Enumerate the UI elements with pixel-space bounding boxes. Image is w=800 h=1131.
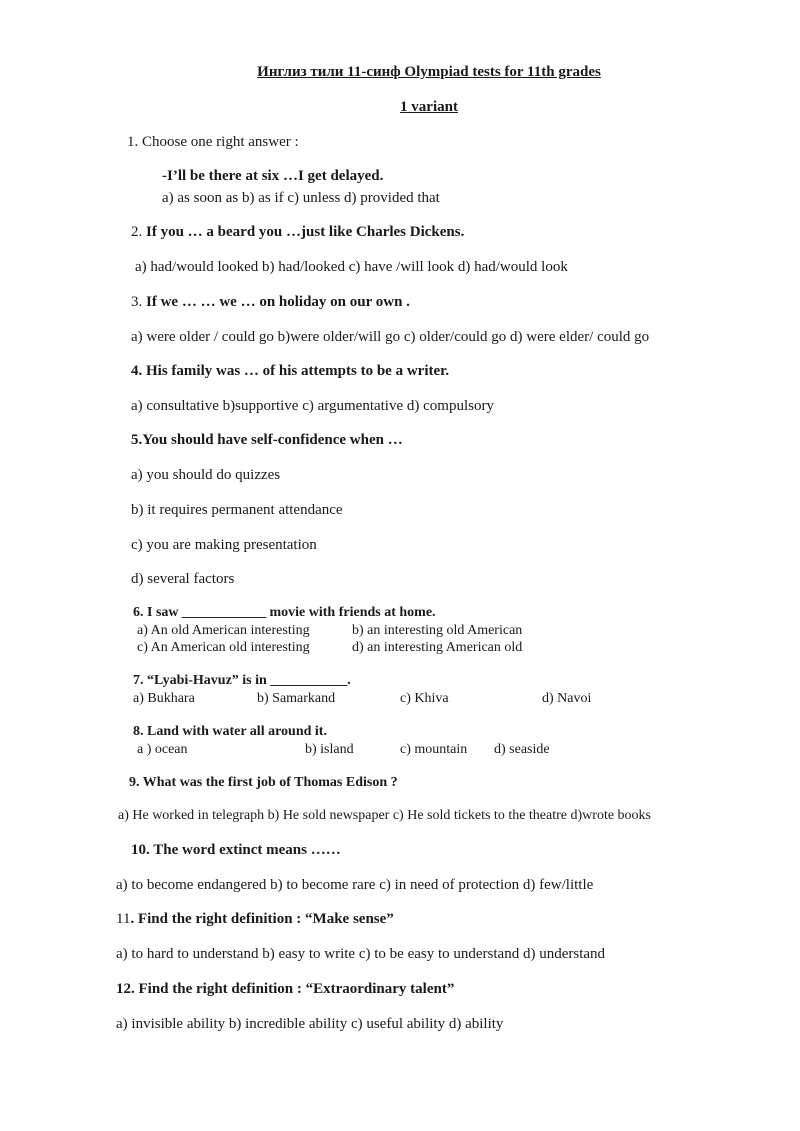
q1-stem: -I’ll be there at six …I get delayed. [162,168,384,184]
q6-option-b: b) an interesting old American [352,623,523,638]
q1-options: a) as soon as b) as if c) unless d) provided that [162,190,440,206]
q12-options: a) invisible ability b) incredible ability c) useful ability d) ability [116,1016,504,1032]
q5-prompt: 5.You should have self-confidence when … [131,432,403,448]
q8-prompt: 8. Land with water all around it. [133,724,327,739]
page-title: Инглиз тили 11-синф Olympiad tests for 11th grades [257,64,601,80]
q3-prompt [131,293,410,311]
q4-prompt: 4. His family was … of his attempts to be a writer. [131,363,450,379]
q3-text: If we … … we … on holiday on our own . [146,294,410,310]
q3-number: 3. [131,294,146,310]
q11-prompt [116,910,394,928]
q9-prompt: 9. What was the first job of Thomas Edison ? [129,775,398,790]
q7-prompt: 7. “Lyabi-Havuz” is in ___________. [133,673,351,688]
q9-options: a) He worked in telegraph b) He sold newspaper c) He sold tickets to the theatre d)wrote books [118,808,651,823]
q12-prompt: 12. Find the right definition : “Extraordinary talent” [116,981,455,997]
q5-option-a: a) you should do quizzes [131,467,281,483]
q2-text: If you … a beard you …just like Charles Dickens. [146,224,465,240]
q8-option-a: a ) ocean [137,742,188,757]
q11-text: . Find the right definition : “Make sense” [130,911,394,927]
q8-option-c: c) mountain [400,742,468,757]
q2-prompt [131,223,464,241]
q6-option-a: a) An old American interesting [137,623,310,638]
q6-option-d: d) an interesting American old [352,640,523,655]
q10-options: a) to become endangered b) to become rare c) in need of protection d) few/little [116,877,594,893]
q5-option-d: d) several factors [131,571,235,587]
q4-options: a) consultative b)supportive c) argumentative d) compulsory [131,398,494,414]
q7-option-b: b) Samarkand [257,691,336,706]
q7-option-a: a) Bukhara [133,691,195,706]
q6-prompt: 6. I saw ____________ movie with friends at home. [133,605,436,620]
q7-option-c: c) Khiva [400,691,449,706]
q2-options: a) had/would looked b) had/looked c) have /will look d) had/would look [135,259,568,275]
q8-option-b: b) island [305,742,354,757]
q5-option-c: c) you are making presentation [131,537,317,553]
q5-option-b: b) it requires permanent attendance [131,502,343,518]
q3-options: a) were older / could go b)were older/will go c) older/could go d) were elder/ could go [131,329,650,345]
q11-options: a) to hard to understand b) easy to write c) to be easy to understand d) understand [116,946,606,962]
q7-option-d: d) Navoi [542,691,592,706]
q2-number: 2. [131,224,146,240]
q10-prompt: 10. The word extinct means …… [131,842,341,858]
q11-number: 11 [116,911,131,927]
q6-option-c: c) An American old interesting [137,640,310,655]
variant-label: 1 variant [400,99,458,115]
q1-prompt: 1. Choose one right answer : [127,134,299,150]
q8-option-d: d) seaside [494,742,550,757]
